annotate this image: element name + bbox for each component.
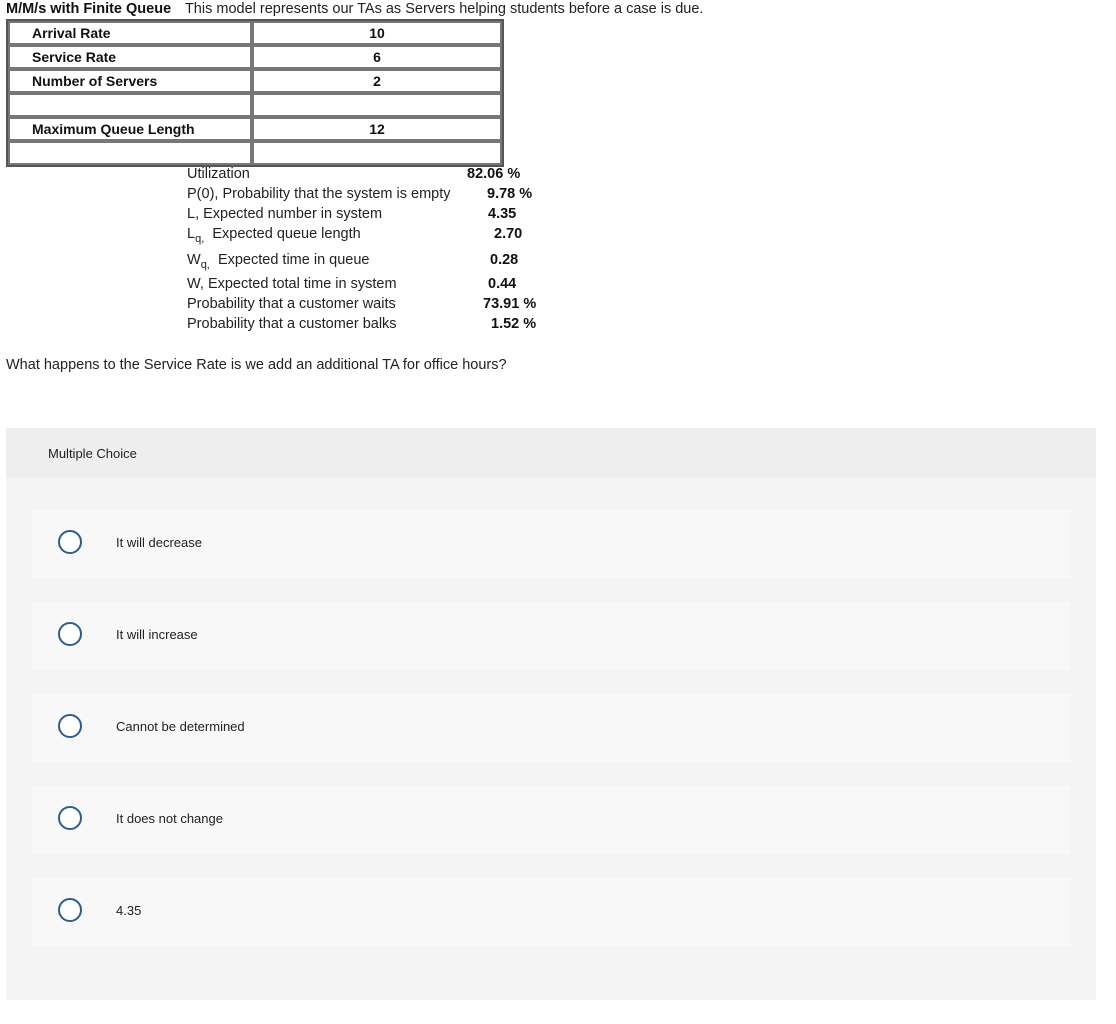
choice-label: It does not change (116, 811, 223, 826)
param-label: Service Rate (8, 45, 252, 69)
table-row (8, 69, 502, 93)
table-row (8, 45, 502, 69)
subscript-q: q, (195, 233, 205, 245)
radio-button[interactable] (58, 898, 82, 922)
result-label: P(0), Probability that the system is empty (187, 186, 451, 202)
radio-button[interactable] (58, 806, 82, 830)
result-label: Utilization (187, 166, 250, 182)
param-label: Maximum Queue Length (8, 117, 252, 141)
param-value: 2 (252, 69, 502, 93)
radio-button[interactable] (58, 622, 82, 646)
result-label (187, 226, 361, 245)
result-value: 4.35 (488, 206, 517, 222)
choice-label: It will increase (116, 627, 198, 642)
table-row (8, 141, 502, 165)
param-value: 12 (252, 117, 502, 141)
choice-option-2[interactable] (32, 602, 1070, 670)
result-label: Probability that a customer waits (187, 296, 396, 312)
choice-label: 4.35 (116, 903, 142, 918)
table-row (8, 21, 502, 45)
result-value: 73.91 % (483, 296, 537, 312)
choice-option-1[interactable] (32, 510, 1070, 578)
parameters-table (6, 19, 504, 167)
param-label (8, 141, 252, 165)
choice-option-3[interactable] (32, 694, 1070, 762)
result-label: W, Expected total time in system (187, 276, 397, 292)
result-label-text: Expected queue length (212, 226, 361, 242)
radio-button[interactable] (58, 714, 82, 738)
choice-option-5[interactable] (32, 878, 1070, 946)
choice-option-4[interactable] (32, 786, 1070, 854)
param-label: Arrival Rate (8, 21, 252, 45)
choice-label: Cannot be determined (116, 719, 245, 734)
subscript-q: q, (200, 259, 210, 271)
radio-button[interactable] (58, 530, 82, 554)
table-row (8, 117, 502, 141)
result-value: 1.52 % (491, 316, 537, 332)
table-row (8, 93, 502, 117)
param-value (252, 93, 502, 117)
param-value (252, 141, 502, 165)
result-label (187, 252, 370, 271)
param-value: 10 (252, 21, 502, 45)
multiple-choice-panel (6, 428, 1096, 1000)
multiple-choice-label: Multiple Choice (48, 446, 137, 461)
result-value: 2.70 (494, 226, 523, 242)
param-value: 6 (252, 45, 502, 69)
param-label (8, 93, 252, 117)
result-value: 9.78 % (487, 186, 533, 202)
multiple-choice-header (6, 428, 1096, 478)
result-value: 82.06 % (467, 166, 521, 182)
page-header (6, 1, 703, 17)
model-title: M/M/s with Finite Queue (6, 1, 172, 17)
result-value: 0.28 (490, 252, 519, 268)
symbol-W: W (187, 252, 201, 268)
param-label: Number of Servers (8, 69, 252, 93)
result-label-text: Expected time in queue (217, 252, 370, 268)
choice-label: It will decrease (116, 535, 202, 550)
result-label: Probability that a customer balks (187, 316, 397, 332)
question-text: What happens to the Service Rate is we add an additional TA for office hours? (6, 357, 507, 373)
symbol-L: L (187, 226, 196, 242)
model-description: This model represents our TAs as Servers helping students before a case is due. (184, 1, 704, 17)
result-label: L, Expected number in system (187, 206, 383, 222)
result-value: 0.44 (488, 276, 517, 292)
